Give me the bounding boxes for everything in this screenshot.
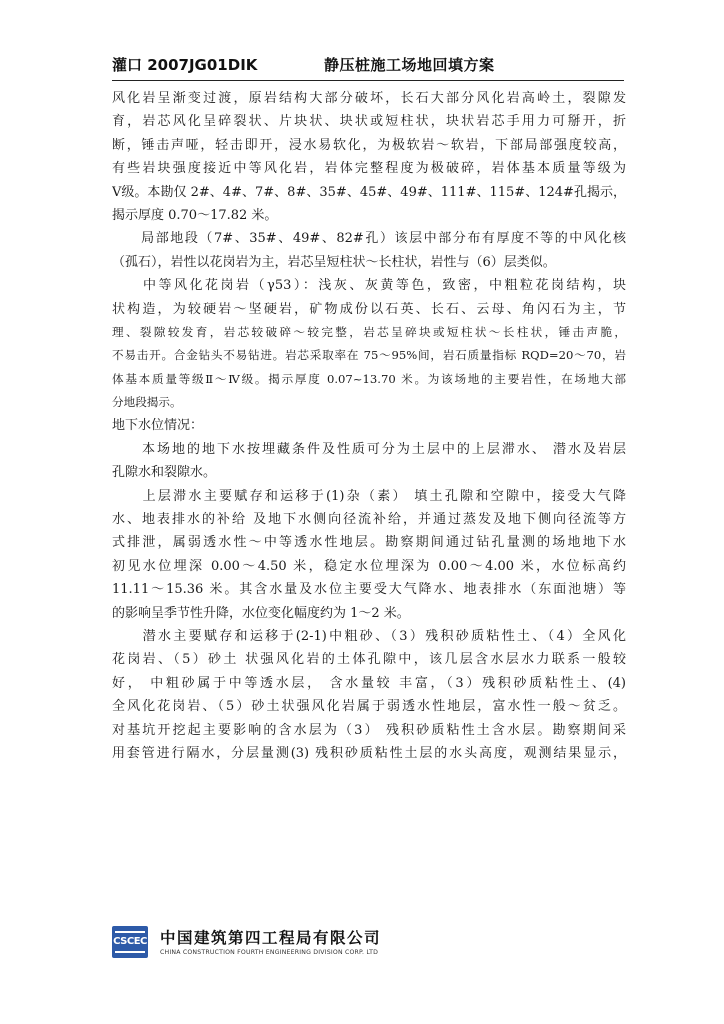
text-line-8: （孤石），岩性以花岗岩为主，岩芯呈短柱状～长柱状，岩性与（6）层类似。 [112, 254, 556, 270]
text-line-3: 断，锤击声哑，轻击即开，浸水易软化，为极软岩～软岩，下部局部强度较高， [112, 137, 626, 153]
company-name-cn: 中国建筑第四工程局有限公司 [160, 929, 382, 947]
text-line-5: Ⅴ级。本勘仅 2#、4#、7#、8#、35#、45#、49#、111#、115#、124#孔揭示， [112, 184, 626, 200]
text-line-28: 对基坑开挖起主要影响的含水层为（3） 残积砂质粘性土含水层。勘察期间采 [112, 722, 626, 738]
text-line-7: 局部地段（7#、35#、49#、82#孔）该层中部分布有厚度不等的中风化核 [112, 231, 626, 247]
text-line-4: 有些岩块强度接近中等风化岩，岩体完整程度为极破碎，岩体基本质量等级为 [112, 161, 626, 177]
text-line-2: 育，岩芯风化呈碎裂状、片块状、块状或短柱状，块状岩芯手用力可掰开，折 [112, 114, 626, 130]
text-line-9: 中等风化花岗岩（γ53）：浅灰、灰黄等色，致密，中粗粒花岗结构，块 [112, 278, 626, 294]
logo-text: CSCEC [113, 936, 147, 947]
text-line-26: 好， 中粗砂属于中等透水层， 含水量较 丰富，（3）残积砂质粘性土、(4) [112, 675, 626, 691]
text-line-16: 本场地的地下水按埋藏条件及性质可分为土层中的上层滞水、 潜水及岩层 [112, 441, 626, 457]
document-body [112, 87, 626, 765]
text-line-10: 状构造，为较硬岩～坚硬岩，矿物成份以石英、长石、云母、角闪石为主，节 [112, 301, 626, 317]
text-line-25: 花岗岩、（5）砂土 状强风化岩的土体孔隙中，该几层含水层水力联系一般较 [112, 652, 626, 668]
text-line-11: 理、裂隙较发育，岩芯较破碎～较完整，岩芯呈碎块或短柱状～长柱状，锤击声脆， [112, 324, 626, 339]
text-line-24: 潜水主要赋存和运移于(2-1)中粗砂、（3）残积砂质粘性土、（4）全风化 [112, 628, 626, 644]
text-line-22: 11.11～15.36 米。其含水量及水位主要受大气降水、地表排水（东面池塘）等 [112, 582, 626, 598]
text-line-18: 上层滞水主要赋存和运移于(1)杂（素） 填土孔隙和空隙中，接受大气降 [112, 488, 626, 504]
text-line-15: 地下水位情况： [112, 418, 204, 434]
text-line-17: 孔隙水和裂隙水。 [112, 465, 217, 481]
text-line-14: 分地段揭示。 [112, 395, 182, 410]
text-line-23: 的影响呈季节性升降，水位变化幅度约为 1～2 米。 [112, 605, 410, 621]
text-line-13: 体基本质量等级Ⅱ～Ⅳ级。揭示厚度 0.07~13.70 米。为该场地的主要岩性，在场地大部 [112, 371, 626, 386]
text-line-1: 风化岩呈渐变过渡，原岩结构大部分破坏，长石大部分风化岩高岭土，裂隙发 [112, 91, 626, 106]
text-line-19: 水、地表排水的补给 及地下水侧向径流补给，并通过蒸发及地下侧向径流等方 [112, 512, 626, 528]
document-title: 静压桩施工场地回填方案 [324, 56, 495, 74]
cscec-logo [112, 926, 148, 958]
text-line-21: 初见水位埋深 0.00～4.50 米，稳定水位埋深为 0.00～4.00 米，水位标高约 [112, 558, 626, 574]
company-name-en: CHINA CONSTRUCTION FOURTH ENGINEERING DIVISION CORP. LTD [160, 949, 379, 956]
text-line-20: 式排泄，属弱透水性～中等透水性地层。勘察期间通过钻孔量测的场地地下水 [112, 535, 626, 551]
text-line-29: 用套管进行隔水，分层量测(3) 残积砂质粘性土层的水头高度，观测结果显示， [112, 745, 626, 761]
document-code: 灌口 2007JG01DIK [112, 56, 258, 74]
text-line-12: 不易击开。合金钻头不易钻进。岩芯采取率在 75～95%间，岩石质量指标 RQD=20～70，岩 [112, 348, 626, 363]
text-line-27: 全风化花岗岩、（5）砂土状强风化岩属于弱透水性地层，富水性一般～贫乏。 [112, 699, 626, 715]
page-header [112, 50, 624, 81]
text-line-6: 揭示厚度 0.70～17.82 米。 [112, 207, 278, 223]
page-footer [112, 924, 492, 964]
